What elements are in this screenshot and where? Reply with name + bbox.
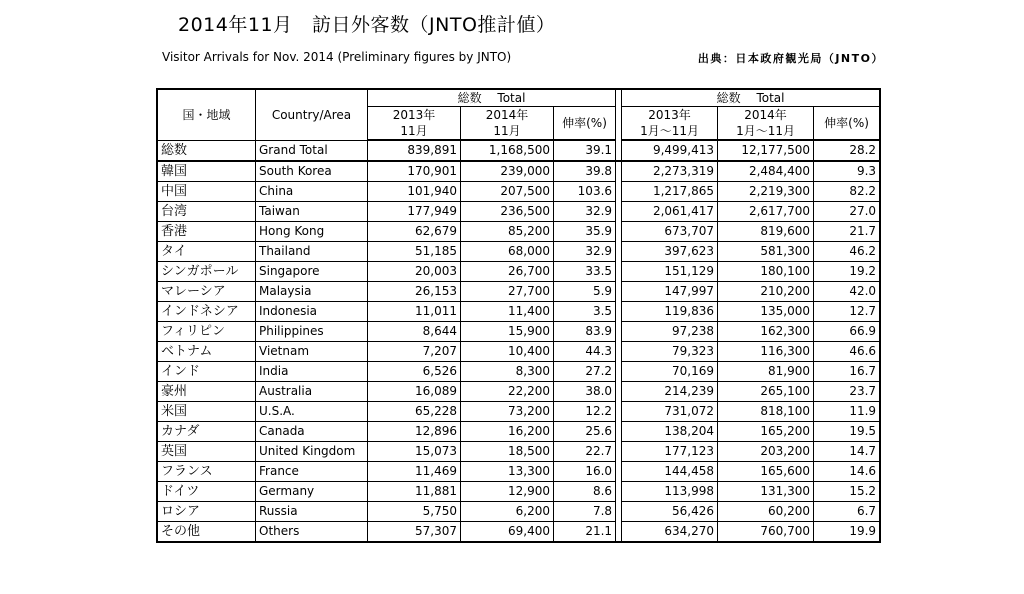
country-name-jp: インド [158, 362, 256, 382]
country-name-jp: ロシア [158, 502, 256, 522]
value-2013-nov: 11,469 [368, 462, 461, 482]
rate-ytd: 16.7 [814, 362, 880, 382]
country-name-en: Germany [256, 482, 368, 502]
value-2013-nov: 7,207 [368, 342, 461, 362]
rate-ytd: 66.9 [814, 322, 880, 342]
value-2013-nov: 6,526 [368, 362, 461, 382]
value-2014-ytd: 165,600 [718, 462, 814, 482]
table-row [158, 182, 880, 202]
country-name-en: Thailand [256, 242, 368, 262]
value-2013-ytd: 147,997 [622, 282, 718, 302]
table-row [158, 140, 880, 161]
value-2013-ytd: 634,270 [622, 522, 718, 542]
value-2014-ytd: 165,200 [718, 422, 814, 442]
rate-nov: 21.1 [554, 522, 616, 542]
col-header-rate-nov: 伸率(%) [554, 107, 616, 141]
country-name-jp: 台湾 [158, 202, 256, 222]
rate-nov: 39.8 [554, 161, 616, 182]
value-2014-ytd: 116,300 [718, 342, 814, 362]
col-header-2014-ytd: 2014年 1月～11月 [718, 107, 814, 141]
value-2014-ytd: 581,300 [718, 242, 814, 262]
value-2013-nov: 5,750 [368, 502, 461, 522]
value-2013-nov: 57,307 [368, 522, 461, 542]
table-row [158, 422, 880, 442]
country-name-jp: 米国 [158, 402, 256, 422]
value-2014-ytd: 131,300 [718, 482, 814, 502]
rate-ytd: 11.9 [814, 402, 880, 422]
country-name-en: United Kingdom [256, 442, 368, 462]
value-2013-ytd: 113,998 [622, 482, 718, 502]
rate-nov: 5.9 [554, 282, 616, 302]
value-2013-nov: 20,003 [368, 262, 461, 282]
table-row [158, 402, 880, 422]
table-row [158, 342, 880, 362]
country-name-en: Others [256, 522, 368, 542]
rate-ytd: 46.2 [814, 242, 880, 262]
rate-nov: 27.2 [554, 362, 616, 382]
page-subtitle: Visitor Arrivals for Nov. 2014 (Preliminary figures by JNTO) [162, 50, 512, 64]
value-2014-ytd: 2,484,400 [718, 161, 814, 182]
rate-nov: 33.5 [554, 262, 616, 282]
country-name-en: Malaysia [256, 282, 368, 302]
value-2014-nov: 8,300 [461, 362, 554, 382]
value-2013-ytd: 119,836 [622, 302, 718, 322]
rate-ytd: 19.9 [814, 522, 880, 542]
rate-nov: 39.1 [554, 140, 616, 161]
rate-ytd: 6.7 [814, 502, 880, 522]
value-2013-ytd: 144,458 [622, 462, 718, 482]
rate-nov: 16.0 [554, 462, 616, 482]
rate-ytd: 82.2 [814, 182, 880, 202]
value-2014-nov: 68,000 [461, 242, 554, 262]
table-row [158, 302, 880, 322]
country-name-jp: フランス [158, 462, 256, 482]
value-2013-nov: 15,073 [368, 442, 461, 462]
rate-nov: 103.6 [554, 182, 616, 202]
value-2013-ytd: 79,323 [622, 342, 718, 362]
value-2014-ytd: 12,177,500 [718, 140, 814, 161]
table-row [158, 442, 880, 462]
table-row [158, 202, 880, 222]
col-header-2014-nov: 2014年 11月 [461, 107, 554, 141]
rate-ytd: 28.2 [814, 140, 880, 161]
table-row [158, 222, 880, 242]
value-2014-nov: 207,500 [461, 182, 554, 202]
page-title: 2014年11月 訪日外客数（JNTO推計値） [178, 14, 556, 36]
country-name-en: Taiwan [256, 202, 368, 222]
value-2013-nov: 62,679 [368, 222, 461, 242]
value-2014-nov: 236,500 [461, 202, 554, 222]
country-name-jp: タイ [158, 242, 256, 262]
col-header-country-jp: 国・地域 [158, 90, 256, 141]
group-header-nov: 総数 Total [368, 90, 616, 107]
col-header-2013-nov: 2013年 11月 [368, 107, 461, 141]
value-2013-nov: 8,644 [368, 322, 461, 342]
table-row [158, 161, 880, 182]
value-2014-nov: 1,168,500 [461, 140, 554, 161]
rate-nov: 44.3 [554, 342, 616, 362]
country-name-jp: ドイツ [158, 482, 256, 502]
country-name-en: Grand Total [256, 140, 368, 161]
rate-nov: 83.9 [554, 322, 616, 342]
value-2014-nov: 15,900 [461, 322, 554, 342]
country-name-en: U.S.A. [256, 402, 368, 422]
rate-ytd: 23.7 [814, 382, 880, 402]
value-2013-nov: 11,881 [368, 482, 461, 502]
country-name-jp: ベトナム [158, 342, 256, 362]
country-name-jp: マレーシア [158, 282, 256, 302]
table-row [158, 502, 880, 522]
table-row [158, 282, 880, 302]
rate-nov: 7.8 [554, 502, 616, 522]
value-2013-ytd: 2,273,319 [622, 161, 718, 182]
rate-nov: 8.6 [554, 482, 616, 502]
value-2013-nov: 12,896 [368, 422, 461, 442]
value-2014-nov: 6,200 [461, 502, 554, 522]
country-name-jp: 英国 [158, 442, 256, 462]
value-2013-ytd: 138,204 [622, 422, 718, 442]
col-header-2013-ytd: 2013年 1月～11月 [622, 107, 718, 141]
country-name-jp: フィリピン [158, 322, 256, 342]
country-name-en: Canada [256, 422, 368, 442]
value-2014-ytd: 760,700 [718, 522, 814, 542]
value-2014-nov: 13,300 [461, 462, 554, 482]
value-2014-nov: 12,900 [461, 482, 554, 502]
country-name-en: Russia [256, 502, 368, 522]
value-2014-ytd: 2,219,300 [718, 182, 814, 202]
country-name-jp: カナダ [158, 422, 256, 442]
value-2013-ytd: 9,499,413 [622, 140, 718, 161]
table-row [158, 322, 880, 342]
country-name-jp: 中国 [158, 182, 256, 202]
country-name-en: Hong Kong [256, 222, 368, 242]
rate-nov: 32.9 [554, 242, 616, 262]
country-name-jp: シンガポール [158, 262, 256, 282]
value-2014-ytd: 203,200 [718, 442, 814, 462]
value-2014-nov: 11,400 [461, 302, 554, 322]
rate-nov: 22.7 [554, 442, 616, 462]
table-row [158, 362, 880, 382]
value-2013-ytd: 70,169 [622, 362, 718, 382]
value-2014-ytd: 180,100 [718, 262, 814, 282]
value-2013-nov: 65,228 [368, 402, 461, 422]
value-2014-nov: 26,700 [461, 262, 554, 282]
rate-ytd: 9.3 [814, 161, 880, 182]
country-name-en: South Korea [256, 161, 368, 182]
source-note: 出典：日本政府観光局（JNTO） [697, 52, 884, 65]
rate-ytd: 14.7 [814, 442, 880, 462]
value-2014-nov: 69,400 [461, 522, 554, 542]
value-2014-nov: 18,500 [461, 442, 554, 462]
value-2013-ytd: 397,623 [622, 242, 718, 262]
group-header-ytd: 総数 Total [622, 90, 880, 107]
country-name-en: China [256, 182, 368, 202]
value-2014-ytd: 819,600 [718, 222, 814, 242]
country-name-jp: 香港 [158, 222, 256, 242]
rate-ytd: 21.7 [814, 222, 880, 242]
value-2014-ytd: 60,200 [718, 502, 814, 522]
value-2014-nov: 73,200 [461, 402, 554, 422]
value-2013-ytd: 2,061,417 [622, 202, 718, 222]
value-2013-nov: 177,949 [368, 202, 461, 222]
country-name-jp: 総数 [158, 140, 256, 161]
table-row [158, 462, 880, 482]
country-name-jp: 豪州 [158, 382, 256, 402]
country-name-en: Indonesia [256, 302, 368, 322]
value-2014-nov: 85,200 [461, 222, 554, 242]
table-row [158, 382, 880, 402]
rate-nov: 25.6 [554, 422, 616, 442]
value-2014-ytd: 2,617,700 [718, 202, 814, 222]
value-2014-nov: 239,000 [461, 161, 554, 182]
value-2014-nov: 22,200 [461, 382, 554, 402]
value-2013-nov: 839,891 [368, 140, 461, 161]
rate-nov: 35.9 [554, 222, 616, 242]
value-2013-nov: 26,153 [368, 282, 461, 302]
col-header-rate-ytd: 伸率(%) [814, 107, 880, 141]
value-2013-ytd: 56,426 [622, 502, 718, 522]
country-name-en: France [256, 462, 368, 482]
rate-ytd: 15.2 [814, 482, 880, 502]
rate-ytd: 19.2 [814, 262, 880, 282]
value-2013-nov: 170,901 [368, 161, 461, 182]
rate-nov: 3.5 [554, 302, 616, 322]
rate-ytd: 42.0 [814, 282, 880, 302]
rate-ytd: 14.6 [814, 462, 880, 482]
col-header-country-en: Country/Area [256, 90, 368, 141]
value-2013-nov: 11,011 [368, 302, 461, 322]
table-row [158, 482, 880, 502]
value-2013-ytd: 731,072 [622, 402, 718, 422]
value-2013-ytd: 177,123 [622, 442, 718, 462]
rate-nov: 12.2 [554, 402, 616, 422]
value-2013-ytd: 151,129 [622, 262, 718, 282]
country-name-en: Singapore [256, 262, 368, 282]
table-row [158, 242, 880, 262]
value-2014-nov: 16,200 [461, 422, 554, 442]
country-name-jp: インドネシア [158, 302, 256, 322]
value-2014-ytd: 818,100 [718, 402, 814, 422]
value-2013-ytd: 1,217,865 [622, 182, 718, 202]
value-2014-nov: 10,400 [461, 342, 554, 362]
country-name-jp: 韓国 [158, 161, 256, 182]
rate-nov: 32.9 [554, 202, 616, 222]
value-2013-nov: 101,940 [368, 182, 461, 202]
country-name-en: India [256, 362, 368, 382]
country-name-jp: その他 [158, 522, 256, 542]
country-name-en: Philippines [256, 322, 368, 342]
value-2013-ytd: 214,239 [622, 382, 718, 402]
rate-ytd: 27.0 [814, 202, 880, 222]
value-2014-ytd: 210,200 [718, 282, 814, 302]
rate-ytd: 12.7 [814, 302, 880, 322]
value-2013-nov: 51,185 [368, 242, 461, 262]
value-2014-ytd: 135,000 [718, 302, 814, 322]
value-2013-ytd: 673,707 [622, 222, 718, 242]
rate-ytd: 19.5 [814, 422, 880, 442]
country-name-en: Australia [256, 382, 368, 402]
rate-nov: 38.0 [554, 382, 616, 402]
table-row [158, 522, 880, 542]
value-2013-nov: 16,089 [368, 382, 461, 402]
value-2014-ytd: 81,900 [718, 362, 814, 382]
table-row [158, 262, 880, 282]
value-2013-ytd: 97,238 [622, 322, 718, 342]
rate-ytd: 46.6 [814, 342, 880, 362]
value-2014-ytd: 162,300 [718, 322, 814, 342]
value-2014-nov: 27,700 [461, 282, 554, 302]
visitor-arrivals-table [157, 89, 880, 542]
country-name-en: Vietnam [256, 342, 368, 362]
value-2014-ytd: 265,100 [718, 382, 814, 402]
